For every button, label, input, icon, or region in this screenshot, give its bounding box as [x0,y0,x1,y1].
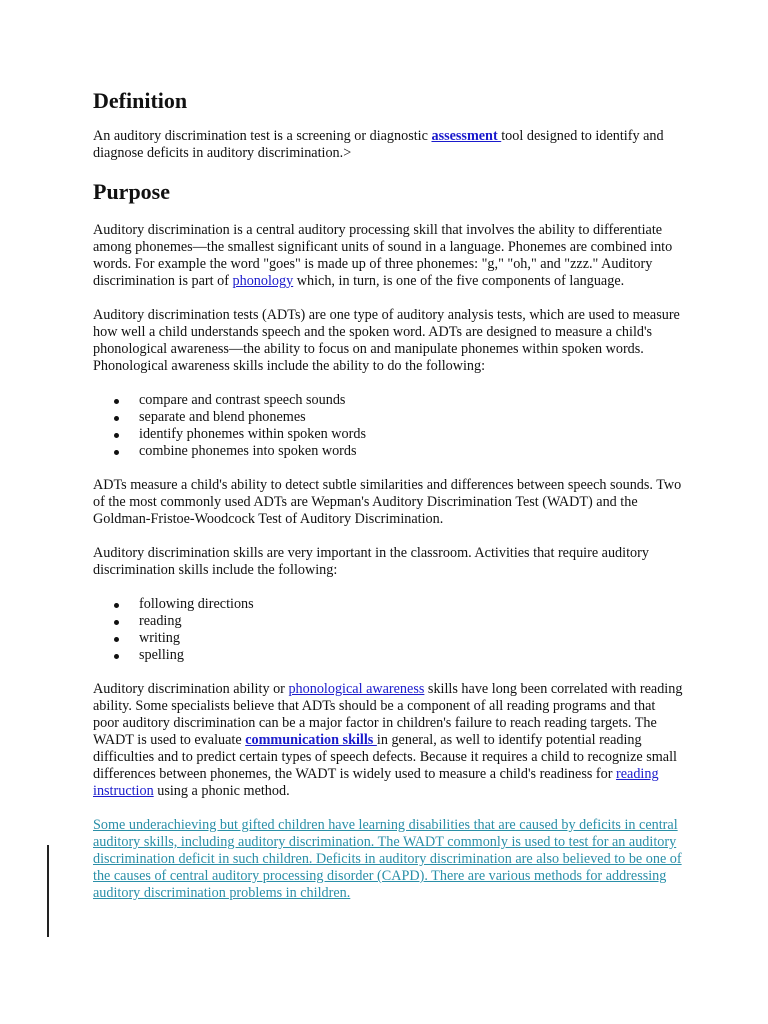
list-item: reading [93,613,683,630]
bullet-icon [114,399,119,404]
bullet-icon [114,450,119,455]
change-bar [47,845,49,937]
skills-list [93,392,683,460]
list-item: following directions [93,596,683,613]
document-page [93,88,683,902]
list-item: combine phonemes into spoken words [93,443,683,460]
bullet-icon [114,620,119,625]
list-item: compare and contrast speech sounds [93,392,683,409]
purpose-paragraph-6: Some underachieving but gifted children have learning disabilities that are caused by deficits in central auditory skills, including auditory discrimination. The WADT commonly is used to test for an auditory discrimination deficit in such children. Deficits in auditory discrimination are also believed to be one of the causes of central auditory processing disorder (CAPD). There are various methods for addressing auditory discrimination problems in children. [93,817,682,901]
list-item: writing [93,630,683,647]
definition-heading: Definition [93,88,188,113]
purpose-paragraph-3: ADTs measure a child's ability to detect subtle similarities and differences between speech sounds. Two of the most commonly used ADTs are Wepman's Auditory Discrimination Test (WADT) and the Goldman-Fristoe-Woodcock Test of Auditory Discrimination. [93,477,682,527]
phonology-link[interactable]: phonology [232,273,294,289]
bullet-icon [114,603,119,608]
bullet-icon [114,433,119,438]
assessment-link[interactable]: assessment [431,128,502,144]
reading-instruction-link[interactable]: reading instruction [93,766,659,799]
communication-skills-link[interactable]: communication skills [245,732,377,748]
purpose-paragraph-2: Auditory discrimination tests (ADTs) are one type of auditory analysis tests, which are used to measure how well a child understands speech and the spoken word. ADTs are designed to measure a child's phonological awareness—the ability to focus on and manipulate phonemes within spoken words. Phonological awareness skills include the ability to do the following: [93,307,680,374]
purpose-paragraph-4: Auditory discrimination skills are very important in the classroom. Activities that require auditory discrimination skills include the following: [93,545,649,578]
purpose-paragraph-1: Auditory discrimination is a central auditory processing skill that involves the ability to differentiate among phonemes—the smallest significant units of sound in a language. Phonemes are combined into words. For example the word "goes" is made up of three phonemes: "g," "oh," and "zzz." Auditory discrimination is part of phonology which, in turn, is one of the five components of language. [93,222,673,289]
phonological-awareness-link[interactable]: phonological awareness [288,681,425,697]
purpose-paragraph-5: Auditory discrimination ability or phonological awareness skills have long been correlated with reading ability. Some specialists believe that ADTs should be a component of all reading programs and that poor auditory discrimination can be a major factor in children's failure to reach reading targets. The WADT is used to evaluate communication skills in general, as well to identify potential reading difficulties and to predict certain types of speech defects. Because it requires a child to recognize small differences between phonemes, the WADT is widely used to measure a child's readiness for reading instruction using a phonic method. [93,681,683,799]
list-item: identify phonemes within spoken words [93,426,683,443]
definition-paragraph: An auditory discrimination test is a screening or diagnostic assessment tool designed to identify and diagnose deficits in auditory discrimination.> [93,128,664,161]
list-item: separate and blend phonemes [93,409,683,426]
purpose-heading: Purpose [93,179,170,204]
list-item: spelling [93,647,683,664]
activities-list [93,596,683,664]
bullet-icon [114,637,119,642]
bullet-icon [114,654,119,659]
bullet-icon [114,416,119,421]
